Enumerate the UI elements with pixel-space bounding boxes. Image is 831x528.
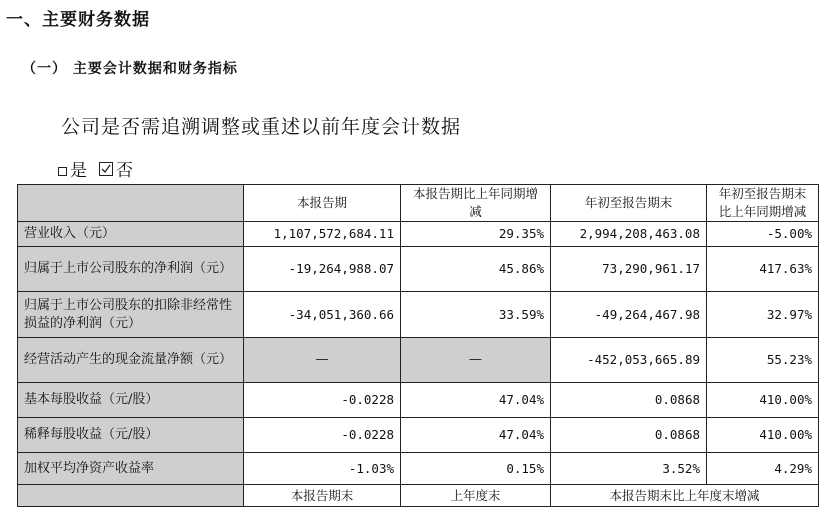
- cell-value: -34,051,360.66: [244, 292, 401, 338]
- section-heading: 一、主要财务数据: [6, 10, 150, 30]
- table-header-row: [18, 185, 819, 222]
- cell-value: -19,264,988.07: [244, 247, 401, 292]
- checked-box-icon: [99, 162, 113, 176]
- table-row: [18, 383, 819, 418]
- cell-value: 410.00%: [707, 383, 819, 418]
- footer-prior-year-end: 上年度末: [401, 485, 551, 507]
- restatement-question: 公司是否需追溯调整或重述以前年度会计数据: [61, 116, 462, 138]
- row-label: 稀释每股收益（元/股）: [18, 418, 244, 453]
- footer-cell-empty: [18, 485, 244, 507]
- table-footer-row: [18, 485, 819, 507]
- cell-value: -452,053,665.89: [551, 338, 707, 383]
- header-current-period-change: 本报告期比上年同期增减: [401, 185, 551, 222]
- restatement-choice: [58, 156, 133, 181]
- table-row: [18, 418, 819, 453]
- cell-value: 32.97%: [707, 292, 819, 338]
- cell-value: 3.52%: [551, 453, 707, 485]
- footer-period-end: 本报告期末: [244, 485, 401, 507]
- choice-yes-label: 是: [70, 161, 87, 181]
- table-row: [18, 292, 819, 338]
- cell-value: 1,107,572,684.11: [244, 222, 401, 247]
- cell-value: 73,290,961.17: [551, 247, 707, 292]
- subsection-heading: （一） 主要会计数据和财务指标: [22, 61, 238, 77]
- table-row: [18, 453, 819, 485]
- cell-value: 55.23%: [707, 338, 819, 383]
- cell-value: 4.29%: [707, 453, 819, 485]
- row-label: 经营活动产生的现金流量净额（元）: [18, 338, 244, 383]
- row-label: 基本每股收益（元/股）: [18, 383, 244, 418]
- header-current-period: 本报告期: [244, 185, 401, 222]
- row-label: 营业收入（元）: [18, 222, 244, 247]
- cell-value: -49,264,467.98: [551, 292, 707, 338]
- cell-value: 29.35%: [401, 222, 551, 247]
- cell-value: -0.0228: [244, 383, 401, 418]
- cell-value: 0.0868: [551, 418, 707, 453]
- table-row: [18, 222, 819, 247]
- cell-value: -5.00%: [707, 222, 819, 247]
- cell-value: 33.59%: [401, 292, 551, 338]
- table-row: [18, 338, 819, 383]
- financial-data-table: [17, 184, 819, 507]
- cell-value: -0.0228: [244, 418, 401, 453]
- choice-no-label: 否: [116, 161, 133, 181]
- cell-value: 410.00%: [707, 418, 819, 453]
- cell-value: 47.04%: [401, 418, 551, 453]
- cell-value: 0.0868: [551, 383, 707, 418]
- footer-change: 本报告期末比上年度末增减: [551, 485, 819, 507]
- header-ytd-change: 年初至报告期末比上年同期增减: [707, 185, 819, 222]
- header-ytd: 年初至报告期末: [551, 185, 707, 222]
- cell-value: 47.04%: [401, 383, 551, 418]
- cell-value: 417.63%: [707, 247, 819, 292]
- cell-value: 0.15%: [401, 453, 551, 485]
- cell-value: —: [401, 338, 551, 383]
- cell-value: 2,994,208,463.08: [551, 222, 707, 247]
- cell-value: —: [244, 338, 401, 383]
- row-label: 加权平均净资产收益率: [18, 453, 244, 485]
- header-cell-empty: [18, 185, 244, 222]
- cell-value: 45.86%: [401, 247, 551, 292]
- unchecked-box-icon: [58, 167, 67, 176]
- table-row: [18, 247, 819, 292]
- row-label: 归属于上市公司股东的扣除非经常性损益的净利润（元）: [18, 292, 244, 338]
- cell-value: -1.03%: [244, 453, 401, 485]
- row-label: 归属于上市公司股东的净利润（元）: [18, 247, 244, 292]
